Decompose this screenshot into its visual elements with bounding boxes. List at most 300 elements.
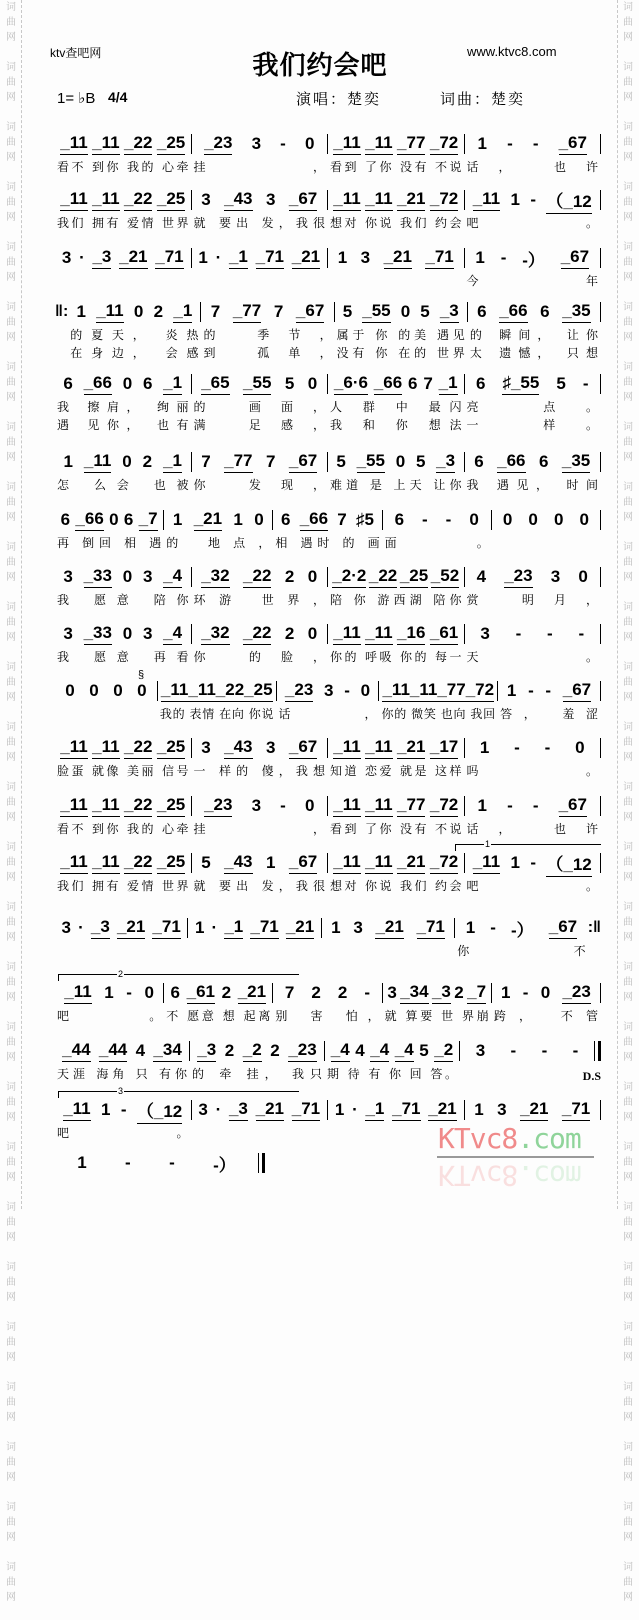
note: 0 [307,374,318,393]
note: 2 [454,983,464,1002]
note: 0 [65,681,75,700]
note: 7 [337,510,347,529]
note: 6 [281,510,291,529]
note: _77 [224,451,252,473]
note: 7 [423,374,433,393]
note: 1 [104,983,114,1002]
note: 6 [540,302,550,321]
lyric-line: 想对 你说 我们 约会 [330,879,462,893]
lyric-line: 挂， [193,822,325,836]
lyric-line: 我们 拥有 爱情 世界 [57,216,189,230]
note: _6·6 [334,373,368,395]
note: _1 [229,247,248,269]
lyric-line: 赏 明月， [466,593,598,607]
measure [188,918,320,938]
note: 3 [387,983,397,1002]
note: _43 [224,737,252,759]
measure [192,795,328,836]
measure [190,1040,324,1081]
note: - [169,1153,175,1172]
note: _11 [84,451,111,473]
note: - [545,681,552,700]
measure [55,1153,258,1173]
measure [55,918,187,938]
note: _21 [286,917,314,939]
lyric-line: 话， 也许 [466,160,598,174]
note: _34 [153,1040,181,1062]
note: _7 [139,509,158,531]
lyric-line: 就 要出 发，我很 [193,879,325,893]
measure [55,451,191,492]
note: _21 [238,982,266,1004]
measure [455,917,587,958]
note: _77 [397,795,425,817]
barline [600,1100,601,1120]
note: _22 [124,852,152,874]
note: _11 [92,133,119,155]
note: _67 [559,795,587,817]
note: _11 [365,852,392,874]
note: 5 [556,374,566,393]
volta-number: 1 [485,839,491,849]
note: - [582,374,589,393]
note: 1 [510,853,520,872]
note: _67 [559,133,587,155]
note: _23 [288,1040,316,1062]
note: _11 [161,680,188,702]
measure [498,680,600,721]
note: 1 [474,1100,484,1119]
note: （_12 [137,1097,182,1124]
measure [192,852,328,893]
note: 3 [324,681,334,700]
note: 7 [201,452,211,471]
measure [492,510,600,530]
note: _25 [157,795,185,817]
measure [55,982,163,1023]
note: 0 [575,738,585,757]
note: _4 [370,1040,389,1062]
lyric-line: 在身边， 会感 [70,346,199,360]
lyric-line: 我 遇见， 时间 [466,478,598,492]
volta-number: 3 [118,1086,124,1096]
note: _67 [561,247,589,269]
note: 3 [201,190,211,209]
note: 2 [284,624,295,643]
barline [600,567,601,587]
measure [192,1100,328,1120]
measure [465,451,601,492]
note: _11 [60,852,87,874]
lyric-line: 遇 见你， 也有 [57,418,189,432]
note: _67 [296,301,324,323]
note: · [78,918,84,937]
note: _71 [155,247,183,269]
lyric-line: 看到 了你 没有 不说 [330,822,462,836]
note: - [280,796,286,815]
note: _32 [201,566,229,588]
repeat-end-sign: :‖ [587,919,601,936]
note: _11 [365,623,392,645]
measure [328,795,464,836]
score-row [55,1040,601,1083]
measure [55,248,191,268]
note: · [352,1100,358,1119]
barline [600,134,601,154]
note: _3 [92,247,111,269]
measure [55,1099,191,1140]
note: 6 [142,374,153,393]
note: _22 [243,623,271,645]
note: _71 [250,917,278,939]
note: 2 [337,983,348,1002]
lyric-line: 看到 了你 没有 不说 [330,160,462,174]
note: - [125,1153,131,1172]
note: _11 [473,852,500,874]
note: _21 [117,917,145,939]
measure [383,510,491,550]
lyric-line: 你的 呼吸 你的 每一 [330,650,462,664]
barline [600,452,601,472]
note: _11 [410,680,437,702]
note: - [445,510,452,529]
note: 5 [420,302,430,321]
note: 4 [476,567,487,586]
note: 4 [355,1041,365,1060]
note: _43 [224,189,252,211]
note: _11 [60,133,87,155]
note: _22 [369,566,397,588]
lyric-line: 属于 你 的美 遇见 [336,328,465,342]
note: _67 [563,680,591,702]
note: _21 [397,189,425,211]
barline [600,624,601,644]
lyric-line: 没有 你 在的 世界 [336,346,465,360]
note: 0 [307,624,318,643]
note: _1 [224,917,243,939]
note: 0 [133,302,144,321]
lyric-line: 到 孤单， [203,346,332,360]
note: _3 [436,451,455,473]
note: _11 [365,795,392,817]
note: 0 [122,452,132,471]
note: _32 [201,623,229,645]
measure [55,509,163,550]
lyric-line: 答， 羞涩 [500,707,599,721]
song-title: 我们约会吧 [252,51,388,81]
note: 2 [311,983,321,1002]
note: _11 [333,852,360,874]
note: _25 [244,680,272,702]
ds-mark: D.S [582,1069,601,1083]
note: _67 [289,852,317,874]
measure [328,189,464,230]
note: _71 [152,917,180,939]
note: - [578,624,585,643]
lyric-line: 我们 拥有 爱情 世界 [57,879,189,893]
note: _21 [375,917,403,939]
note: 1 [334,1100,345,1119]
note: - [522,983,529,1002]
note: 3 [353,918,363,937]
measure [192,623,328,664]
note: _66 [497,451,525,473]
note: 3 [201,738,211,757]
measure [460,1041,594,1061]
note: 1 [337,248,348,267]
note: - [547,624,553,643]
note: _22 [124,795,152,817]
measure [68,301,200,360]
lyric-line: 陪 你 游西湖 陪你 [330,593,462,607]
note: _61 [430,623,458,645]
score-row [55,189,601,230]
note: 0 [553,510,564,529]
note: _11 [63,1099,90,1121]
note: _3 [229,1099,248,1121]
note: 6 [474,452,484,471]
note: 0 [137,681,147,700]
note: 1 [194,918,205,937]
note: _11 [333,133,360,155]
measure [273,509,381,550]
note: _72 [430,189,458,211]
note: _11 [60,189,87,211]
note: 1 [506,681,517,700]
note: - [344,681,350,700]
note: - [514,738,520,757]
note: _77 [437,680,465,702]
note: _21 [397,737,425,759]
note: 3 [475,1041,486,1060]
note: _1 [365,1099,384,1121]
ktvc8-logo: KTvc8.com [438,1122,581,1155]
note: _25 [157,189,185,211]
margin-line-left [21,0,22,1209]
lyric-line: 难道 是 上天 让你 [330,478,462,492]
lyric-line: 想对 你说 我们 约会 [330,216,462,230]
lyric-line: 怎 么会 也被 [57,478,189,492]
note: 1 [198,248,208,267]
lyric-line: 看不 到你 我的 心牵 [57,160,189,174]
note: 3 [142,624,153,643]
lyric-line: 脸蛋 就像 美丽 信号 [57,764,189,778]
lyric-line: 我 和 你 想法 [330,418,462,432]
lyric-line: 天涯 海角 只 有你 [57,1067,187,1081]
time-signature: 4/4 [108,89,128,105]
note: 2 [153,302,164,321]
measure [192,566,328,607]
note: _11 [92,189,119,211]
lyric-line: 看不 到你 我的 心牵 [57,822,189,836]
note: _67 [289,189,317,211]
measure [55,681,157,701]
volta-number: 2 [118,969,124,979]
note: _21 [384,247,412,269]
note: 0 [540,983,551,1002]
note: _11 [188,680,215,702]
note: 4 [135,1041,146,1060]
score-row [55,373,601,432]
note: 0 [144,983,154,1002]
note: ♯5 [355,510,374,529]
note: _72 [466,680,494,702]
note: _25 [157,133,185,155]
note: 1 [477,134,487,153]
measure [277,680,379,721]
note: - [572,1041,579,1060]
note: _1 [173,301,192,323]
measure [164,982,272,1023]
note: _7 [467,982,486,1004]
note: 2 [270,1041,280,1060]
note: 5 [201,853,211,872]
score-row [55,133,601,174]
note: _44 [99,1040,127,1062]
note: 0 [307,567,318,586]
note: 7 [284,983,295,1002]
note: _11 [60,737,87,759]
score-row [55,795,601,836]
lyric-line: 相 遇时 的 画 [275,536,380,550]
side-watermark-right: 词 曲 网 词 曲 网 词 曲 网 词 曲 网 词 曲 网 词 曲 网 词 曲 网 词 曲 网 词 曲 网 词 曲 网 词 曲 网 词 曲 网 词 曲 网 词 曲 网 词 曲 网 词 曲 网 词 曲 网 词 曲 网 词 曲 网 词 曲 网 词 曲 网 词 曲 网 词 曲 网 词 曲 网 词 曲 网 词 曲 网 词 曲 网 [623,2,633,1603]
score-row [55,917,601,958]
note: 6 [60,510,71,529]
note: 6 [476,374,486,393]
note: _35 [562,451,590,473]
score-row [55,451,601,492]
note: 7 [265,452,276,471]
note: 2 [142,452,153,471]
measure [383,982,491,1023]
score-row [55,566,601,607]
note: 1 [172,510,183,529]
note: _71 [417,917,445,939]
site-name: ktv查吧网 [50,46,102,60]
note: _3 [91,917,110,939]
note: _2 [434,1040,453,1062]
segno-sign: § [138,669,145,681]
lyric-line: 别 害 怕， [275,1009,380,1023]
side-watermark-left: 词 曲 网 词 曲 网 词 曲 网 词 曲 网 词 曲 网 词 曲 网 词 曲 网 词 曲 网 词 曲 网 词 曲 网 词 曲 网 词 曲 网 词 曲 网 词 曲 网 词 曲 网 词 曲 网 词 曲 网 词 曲 网 词 曲 网 词 曲 网 词 曲 网 词 曲 网 词 曲 网 词 曲 网 词 曲 网 词 曲 网 词 曲 网 [6,2,16,1603]
note: 3 [63,567,73,586]
note: 5 [336,452,346,471]
site-url: www.ktvc8.com [467,44,557,59]
note: 3 [61,918,72,937]
note: _55 [243,373,271,395]
note: 3 [550,567,561,586]
measure [492,982,600,1023]
note: _66 [300,509,328,531]
lyric-line: 一 样。 [466,418,598,432]
note: - [126,983,132,1002]
note: _21 [397,852,425,874]
measure [322,918,454,938]
volta-bracket [58,1086,299,1098]
lyric-line: 吧。 [466,879,598,893]
note: _23 [562,982,590,1004]
note: 1 [63,452,73,471]
note: _33 [84,566,112,588]
score-row [55,301,601,360]
note: _21 [520,1099,548,1121]
note: _77 [397,133,425,155]
note: 1 [475,248,485,267]
note: 0 [113,681,123,700]
note: _4 [163,623,182,645]
lyric-line: 吧。 [57,1009,162,1023]
note: 0 [502,510,513,529]
barline [600,983,601,1003]
note: 6 [477,302,487,321]
note: _71 [256,247,284,269]
note: _35 [562,301,590,323]
key-signature: 1= ♭B [57,90,96,107]
score-row [55,247,601,288]
note: 0 [304,796,315,815]
note: _21 [119,247,147,269]
note: 1 [77,1153,87,1172]
note: 3 [61,248,72,267]
note: 3 [360,248,371,267]
note: _22 [243,566,271,588]
measure [55,852,191,893]
note: _21 [428,1099,456,1121]
note: （_12 [546,187,591,214]
measure [328,248,464,268]
note: _11 [333,795,360,817]
lyric-line: 吧。 [466,216,598,230]
note: 1 [465,918,476,937]
note: ♯_55 [502,373,539,395]
measure [158,680,276,721]
note: _55 [357,451,385,473]
note: _11 [92,795,119,817]
note: 2 [224,1041,235,1060]
note: 5 [415,452,426,471]
note: 2 [221,983,232,1002]
note: 6 [123,510,134,529]
note: - [544,738,551,757]
note: _3 [440,301,459,323]
note: 2 [284,567,295,586]
note: _66 [75,509,103,531]
note: - [507,134,513,153]
lyric-line: 太 遗憾， 只想 [469,346,598,360]
measure [328,1100,464,1120]
note: _11 [92,852,119,874]
note: 7 [210,302,221,321]
note: （_12 [546,850,591,877]
note: -） [522,250,545,270]
note: -） [213,1155,236,1175]
lyric-line: 就 算要 世 界崩 [384,1009,489,1023]
note: _66 [499,301,527,323]
volta-bracket [455,839,601,851]
note: _25 [157,737,185,759]
score-row [55,737,601,778]
note: _34 [400,982,428,1004]
measure [328,451,464,492]
measure [328,623,464,664]
lyric-line: 期 待 有 你 回 答。 [327,1067,457,1081]
lyric-line: 的 瞬间， 让你 [469,328,598,342]
note: · [79,248,85,267]
note: _22 [124,133,152,155]
lyric-line: 我 愿意 再看 [57,650,189,664]
lyric-line: 你的 微笑 也向 我回 [381,707,496,721]
note: · [211,918,218,937]
